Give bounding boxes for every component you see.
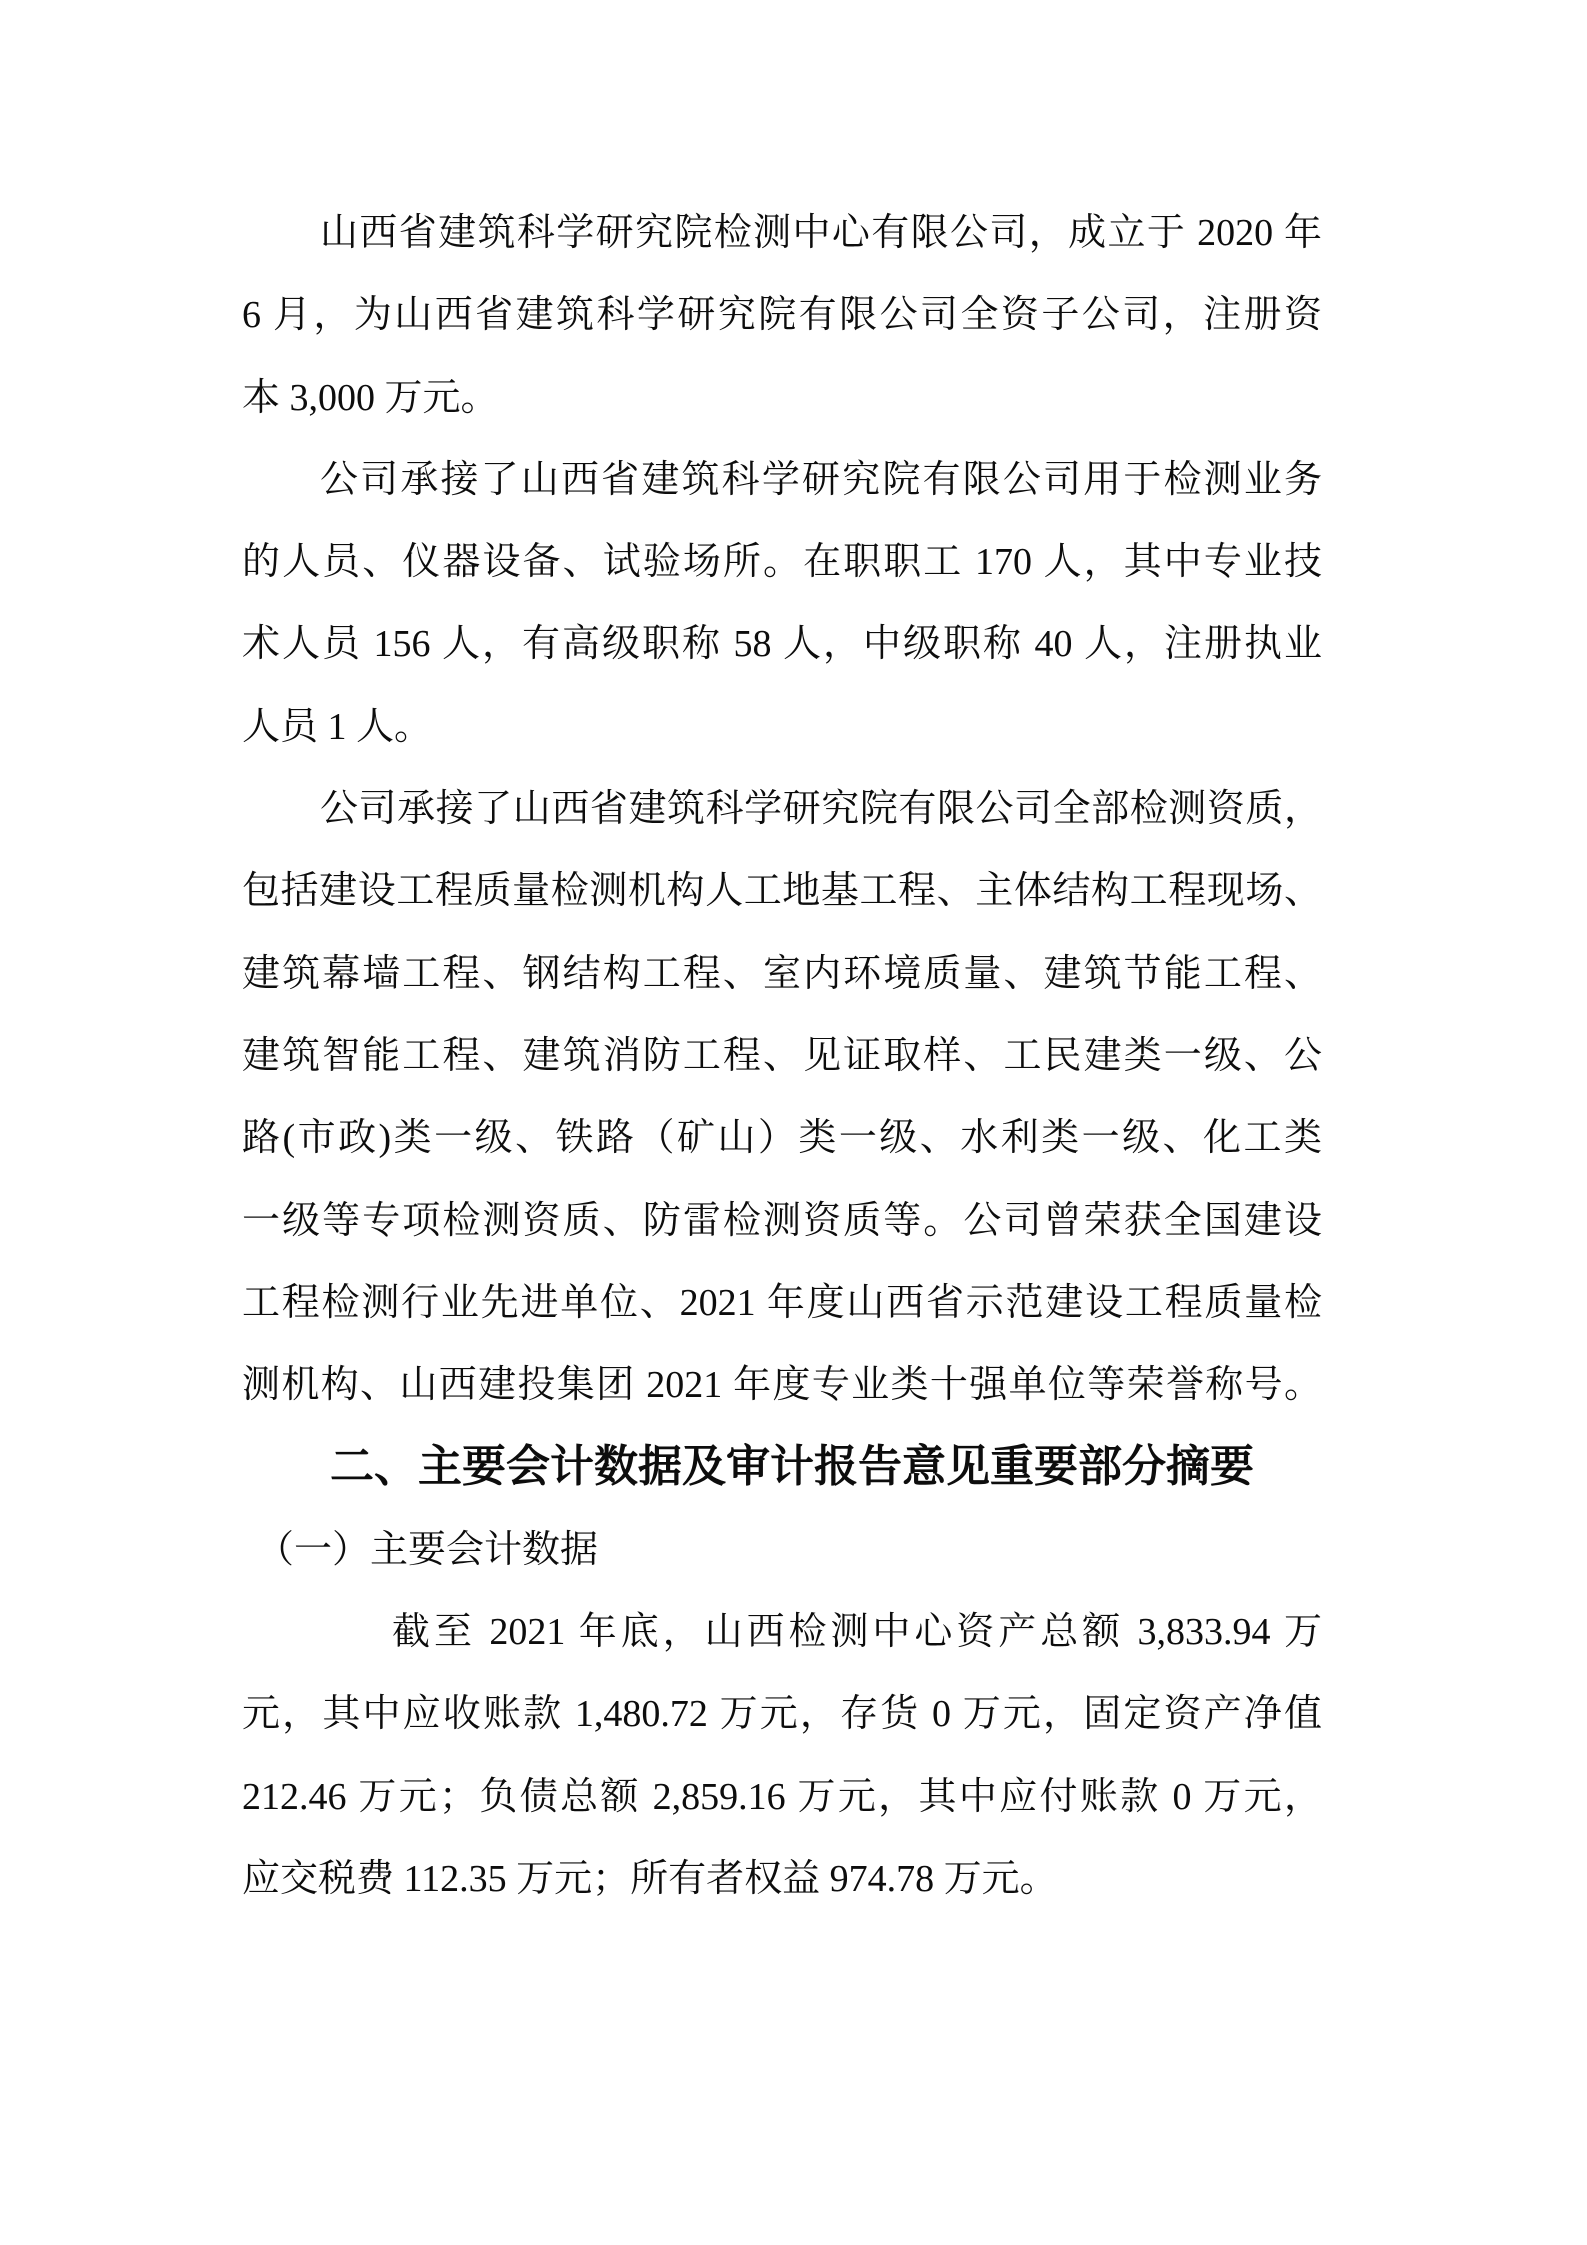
text-block: [242, 192, 1322, 1920]
paragraph-3-line-4: 建筑智能工程、建筑消防工程、见证取样、工民建类一级、公: [242, 1034, 1322, 1077]
paragraph-2-line-2: 的人员、仪器设备、试验场所。在职职工 170 人，其中专业技: [242, 541, 1322, 584]
paragraph-4-line-1: 截至 2021 年底，山西检测中心资产总额 3,833.94 万: [392, 1611, 1322, 1654]
paragraph-3-line-3: 建筑幕墙工程、钢结构工程、室内环境质量、建筑节能工程、: [242, 952, 1322, 995]
paragraph-3-line-1: 公司承接了山西省建筑科学研究院有限公司全部检测资质，: [320, 788, 1322, 831]
paragraph-2-line-1: 公司承接了山西省建筑科学研究院有限公司用于检测业务: [320, 458, 1322, 501]
paragraph-1-line-2: 6 月，为山西省建筑科学研究院有限公司全资子公司，注册资: [242, 294, 1322, 337]
paragraph-4-line-3: 212.46 万元；负债总额 2,859.16 万元，其中应付账款 0 万元，: [242, 1775, 1322, 1818]
subsection-heading: （一）主要会计数据: [256, 1528, 599, 1571]
paragraph-3-line-2: 包括建设工程质量检测机构人工地基工程、主体结构工程现场、: [242, 870, 1322, 913]
paragraph-1-line-3: 本 3,000 万元。: [242, 376, 499, 419]
paragraph-3-line-7: 工程检测行业先进单位、2021 年度山西省示范建设工程质量检: [242, 1281, 1322, 1324]
paragraph-2-line-3: 术人员 156 人，有高级职称 58 人，中级职称 40 人，注册执业: [242, 623, 1322, 666]
paragraph-2-line-4: 人员 1 人。: [242, 705, 433, 748]
paragraph-3-line-8: 测机构、山西建投集团 2021 年度专业类十强单位等荣誉称号。: [242, 1364, 1322, 1407]
paragraph-3-line-5: 路(市政)类一级、铁路（矿山）类一级、水利类一级、化工类: [242, 1117, 1322, 1160]
section-heading: 二、主要会计数据及审计报告意见重要部分摘要: [330, 1442, 1254, 1492]
paragraph-1-line-1: 山西省建筑科学研究院检测中心有限公司，成立于 2020 年: [320, 212, 1322, 254]
paragraph-3-line-6: 一级等专项检测资质、防雷检测资质等。公司曾荣获全国建设: [242, 1199, 1322, 1242]
paragraph-4-line-4: 应交税费 112.35 万元；所有者权益 974.78 万元。: [242, 1857, 1058, 1900]
paragraph-4-line-2: 元，其中应收账款 1,480.72 万元，存货 0 万元，固定资产净值: [242, 1693, 1322, 1736]
